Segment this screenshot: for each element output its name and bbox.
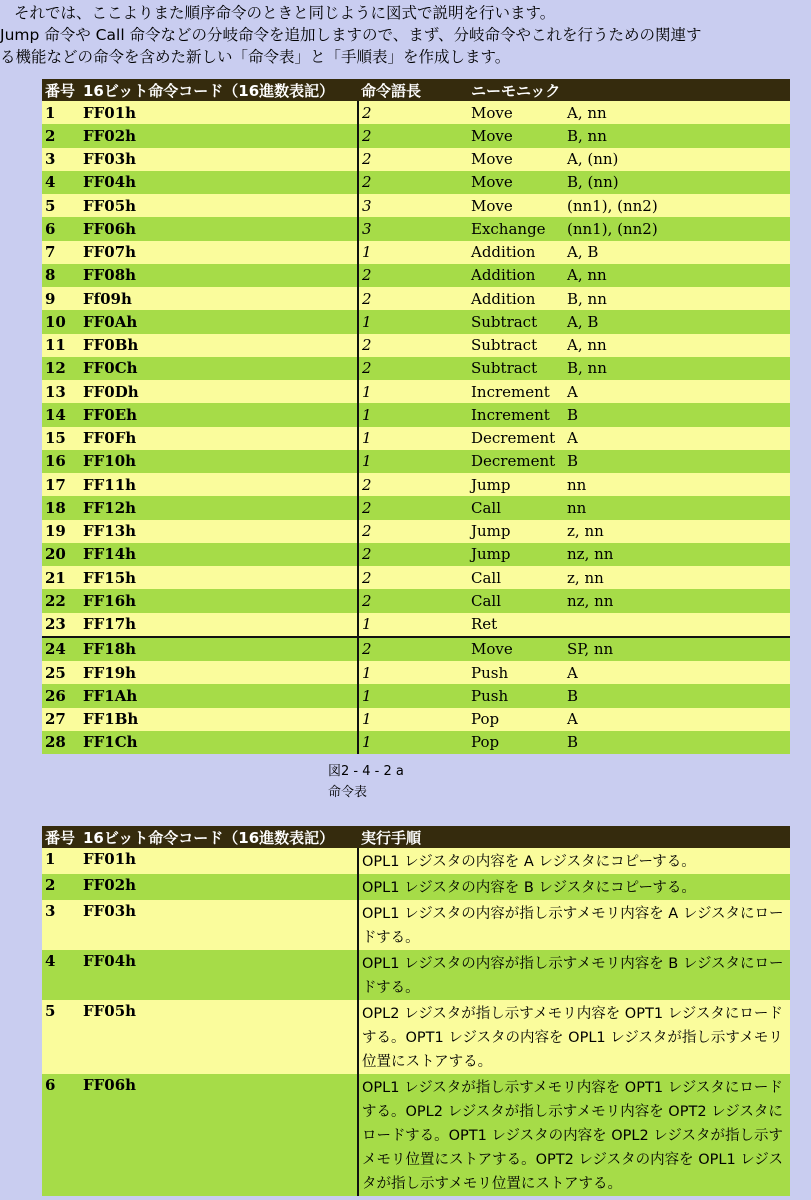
instruction-code: FF0Bh (80, 334, 358, 357)
mnemonic-args: A (567, 429, 578, 448)
instruction-code: FF01h (80, 848, 358, 874)
instruction-length: 2 (358, 148, 468, 171)
table-row (42, 543, 790, 566)
intro-text (0, 2, 811, 68)
instruction-length: 2 (358, 101, 468, 124)
mnemonic (468, 403, 790, 426)
mnemonic (468, 264, 790, 287)
table-row (42, 661, 790, 684)
instruction-length: 2 (358, 589, 468, 612)
row-number: 3 (42, 900, 80, 950)
row-number: 1 (42, 848, 80, 874)
mnemonic-args: z, nn (567, 522, 604, 541)
procedure-text: OPL2 レジスタが指し示すメモリ内容を OPT1 レジスタにロードする。OPT1 レジスタの内容を OPL1 レジスタが指し示すメモリ位置にストアする。 (358, 1000, 790, 1074)
procedure-text: OPL1 レジスタが指し示すメモリ内容を OPT1 レジスタにロードする。OPL2 レジスタが指し示すメモリ内容を OPT2 レジスタにロードする。OPT1 レジスタの内容を OPL2 レジスタが指し示すメモリ位置にストアする。OPT2 レジスタの内容を OPL1 レジスタが指し示すメモリ位置にストアする。 (358, 1074, 790, 1196)
instruction-length: 1 (358, 427, 468, 450)
table-row (42, 589, 790, 612)
instruction-code: FF15h (80, 566, 358, 589)
table-header-row (42, 79, 790, 101)
table-row (42, 310, 790, 333)
mnemonic (468, 194, 790, 217)
row-number: 2 (42, 124, 80, 147)
table-row (42, 1000, 790, 1074)
instruction-code: FF1Ah (80, 684, 358, 707)
mnemonic-op: Increment (471, 382, 550, 401)
instruction-code: FF03h (80, 148, 358, 171)
mnemonic (468, 708, 790, 731)
instruction-length: 2 (358, 357, 468, 380)
header-code: 16ビット命令コード（16進数表記） (80, 79, 358, 101)
mnemonic-op: Addition (471, 243, 536, 262)
instruction-length: 1 (358, 450, 468, 473)
mnemonic-args: A, B (567, 243, 599, 262)
intro-line: る機能などの命令を含めた新しい「命令表」と「手順表」を作成します。 (0, 48, 511, 66)
mnemonic-args: SP, nn (567, 640, 614, 659)
procedure-text: OPL1 レジスタの内容が指し示すメモリ内容を B レジスタにロードする。 (358, 950, 790, 1000)
header-mnemonic: ニーモニック (468, 79, 790, 101)
instruction-length: 1 (358, 613, 468, 637)
row-number: 4 (42, 171, 80, 194)
table-row (42, 637, 790, 661)
instruction-code: FF13h (80, 520, 358, 543)
mnemonic-args: A (567, 382, 578, 401)
mnemonic-op: Move (471, 196, 513, 215)
mnemonic (468, 496, 790, 519)
mnemonic-op: Jump (471, 522, 511, 541)
table-row (42, 1074, 790, 1196)
mnemonic-op: Call (471, 568, 502, 587)
row-number: 5 (42, 1000, 80, 1074)
table-row (42, 496, 790, 519)
header-number: 番号 (42, 79, 80, 101)
instruction-code: FF12h (80, 496, 358, 519)
mnemonic-args: nn (567, 475, 587, 494)
mnemonic (468, 241, 790, 264)
mnemonic (468, 637, 790, 661)
mnemonic-op: Move (471, 150, 513, 169)
row-number: 23 (42, 613, 80, 637)
row-number: 5 (42, 194, 80, 217)
mnemonic-op: Pop (471, 733, 500, 752)
row-number: 10 (42, 310, 80, 333)
header-procedure: 実行手順 (358, 826, 790, 848)
instruction-code: FF0Dh (80, 380, 358, 403)
row-number: 9 (42, 287, 80, 310)
table-row (42, 148, 790, 171)
instruction-length: 2 (358, 496, 468, 519)
row-number: 27 (42, 708, 80, 731)
procedure-text: OPL1 レジスタの内容を B レジスタにコピーする。 (358, 874, 790, 900)
instruction-code: FF17h (80, 613, 358, 637)
table-row (42, 241, 790, 264)
mnemonic-args: A (567, 710, 578, 729)
instruction-code: FF02h (80, 124, 358, 147)
mnemonic-args: A (567, 663, 578, 682)
table-row (42, 101, 790, 124)
row-number: 18 (42, 496, 80, 519)
procedure-text: OPL1 レジスタの内容を A レジスタにコピーする。 (358, 848, 790, 874)
table-row (42, 380, 790, 403)
table-row (42, 171, 790, 194)
instruction-length: 2 (358, 543, 468, 566)
instruction-length: 1 (358, 661, 468, 684)
mnemonic-args: A, nn (567, 266, 607, 285)
mnemonic (468, 473, 790, 496)
table-row (42, 427, 790, 450)
table-row (42, 848, 790, 874)
table-row (42, 450, 790, 473)
figure-caption (328, 761, 428, 803)
instruction-code: FF14h (80, 543, 358, 566)
mnemonic (468, 543, 790, 566)
table-row (42, 124, 790, 147)
instruction-length: 2 (358, 334, 468, 357)
mnemonic (468, 566, 790, 589)
instruction-code: FF0Ah (80, 310, 358, 333)
mnemonic-op: Move (471, 173, 513, 192)
row-number: 28 (42, 731, 80, 754)
instruction-code: FF1Ch (80, 731, 358, 754)
table-row (42, 217, 790, 240)
table-row (42, 708, 790, 731)
mnemonic-op: Subtract (471, 336, 538, 355)
table-row (42, 874, 790, 900)
instruction-table (42, 79, 790, 754)
row-number: 2 (42, 874, 80, 900)
row-number: 26 (42, 684, 80, 707)
mnemonic-args: A, nn (567, 336, 607, 355)
instruction-length: 2 (358, 287, 468, 310)
row-number: 11 (42, 334, 80, 357)
mnemonic-args: nn (567, 498, 587, 517)
procedure-table (42, 826, 790, 1196)
mnemonic-op: Move (471, 103, 513, 122)
instruction-code: FF04h (80, 171, 358, 194)
mnemonic-args: A, nn (567, 103, 607, 122)
row-number: 21 (42, 566, 80, 589)
mnemonic-op: Move (471, 640, 513, 659)
table-row (42, 684, 790, 707)
mnemonic-op: Jump (471, 475, 511, 494)
header-code: 16ビット命令コード（16進数表記） (80, 826, 358, 848)
row-number: 8 (42, 264, 80, 287)
mnemonic-op: Push (471, 686, 509, 705)
instruction-length: 1 (358, 310, 468, 333)
row-number: 6 (42, 1074, 80, 1196)
mnemonic-op: Pop (471, 710, 500, 729)
instruction-length: 3 (358, 194, 468, 217)
instruction-code: FF16h (80, 589, 358, 612)
instruction-code: FF19h (80, 661, 358, 684)
instruction-length: 2 (358, 124, 468, 147)
table-row (42, 403, 790, 426)
instruction-length: 1 (358, 403, 468, 426)
intro-line: Jump 命令や Call 命令などの分岐命令を追加しますので、まず、分岐命令やこれを行うための関連す (0, 26, 702, 44)
instruction-code: FF11h (80, 473, 358, 496)
table-row (42, 194, 790, 217)
row-number: 14 (42, 403, 80, 426)
instruction-code: FF04h (80, 950, 358, 1000)
row-number: 16 (42, 450, 80, 473)
mnemonic (468, 101, 790, 124)
mnemonic-args: B (567, 452, 579, 471)
mnemonic-op: Move (471, 126, 513, 145)
mnemonic-args: A, B (567, 312, 599, 331)
table-row (42, 566, 790, 589)
instruction-code: FF18h (80, 637, 358, 661)
table-row (42, 731, 790, 754)
row-number: 17 (42, 473, 80, 496)
mnemonic (468, 124, 790, 147)
instruction-code: FF06h (80, 1074, 358, 1196)
instruction-length: 3 (358, 217, 468, 240)
mnemonic-args: B, nn (567, 289, 607, 308)
row-number: 19 (42, 520, 80, 543)
mnemonic-op: Subtract (471, 312, 538, 331)
instruction-length: 2 (358, 637, 468, 661)
mnemonic-args: B, (nn) (567, 173, 619, 192)
instruction-code: FF05h (80, 1000, 358, 1074)
mnemonic (468, 450, 790, 473)
instruction-length: 2 (358, 520, 468, 543)
procedure-table-body (42, 848, 790, 1196)
row-number: 15 (42, 427, 80, 450)
mnemonic (468, 731, 790, 754)
mnemonic (468, 380, 790, 403)
table-row (42, 613, 790, 637)
mnemonic-op: Decrement (471, 452, 556, 471)
instruction-code: FF08h (80, 264, 358, 287)
mnemonic (468, 334, 790, 357)
row-number: 4 (42, 950, 80, 1000)
row-number: 20 (42, 543, 80, 566)
instruction-code: FF0Ch (80, 357, 358, 380)
instruction-length: 1 (358, 241, 468, 264)
instruction-code: FF06h (80, 217, 358, 240)
instruction-table-body (42, 101, 790, 754)
mnemonic-args: B (567, 686, 579, 705)
instruction-code: FF01h (80, 101, 358, 124)
instruction-code: FF0Fh (80, 427, 358, 450)
mnemonic (468, 357, 790, 380)
mnemonic (468, 148, 790, 171)
mnemonic-op: Call (471, 591, 502, 610)
table-row (42, 334, 790, 357)
mnemonic (468, 613, 790, 637)
mnemonic-op: Addition (471, 289, 536, 308)
mnemonic (468, 684, 790, 707)
mnemonic-op: Call (471, 498, 502, 517)
mnemonic (468, 287, 790, 310)
table-row (42, 900, 790, 950)
instruction-code: FF05h (80, 194, 358, 217)
table-header-row (42, 826, 790, 848)
instruction-code: FF10h (80, 450, 358, 473)
instruction-code: Ff09h (80, 287, 358, 310)
header-length: 命令語長 (358, 79, 468, 101)
instruction-code: FF02h (80, 874, 358, 900)
mnemonic (468, 310, 790, 333)
figure-title: 命令表 (328, 785, 368, 800)
instruction-length: 2 (358, 566, 468, 589)
instruction-length: 2 (358, 473, 468, 496)
table-row (42, 357, 790, 380)
mnemonic-args: z, nn (567, 568, 604, 587)
mnemonic-args: (nn1), (nn2) (567, 196, 658, 215)
row-number: 1 (42, 101, 80, 124)
instruction-length: 1 (358, 684, 468, 707)
instruction-code: FF07h (80, 241, 358, 264)
mnemonic-op: Exchange (471, 219, 546, 238)
row-number: 22 (42, 589, 80, 612)
instruction-length: 2 (358, 264, 468, 287)
row-number: 12 (42, 357, 80, 380)
instruction-code: FF0Eh (80, 403, 358, 426)
mnemonic-op: Decrement (471, 429, 556, 448)
mnemonic-args: B (567, 733, 579, 752)
mnemonic-args: B (567, 405, 579, 424)
mnemonic-op: Addition (471, 266, 536, 285)
mnemonic (468, 661, 790, 684)
table-row (42, 950, 790, 1000)
instruction-code: FF1Bh (80, 708, 358, 731)
table-row (42, 264, 790, 287)
mnemonic (468, 520, 790, 543)
mnemonic (468, 427, 790, 450)
row-number: 13 (42, 380, 80, 403)
instruction-code: FF03h (80, 900, 358, 950)
procedure-text: OPL1 レジスタの内容が指し示すメモリ内容を A レジスタにロードする。 (358, 900, 790, 950)
mnemonic-args: (nn1), (nn2) (567, 219, 658, 238)
row-number: 6 (42, 217, 80, 240)
mnemonic-args: nz, nn (567, 591, 614, 610)
instruction-length: 2 (358, 171, 468, 194)
mnemonic-args: B, nn (567, 126, 607, 145)
row-number: 24 (42, 637, 80, 661)
header-number: 番号 (42, 826, 80, 848)
mnemonic-args: B, nn (567, 359, 607, 378)
mnemonic-op: Ret (471, 615, 498, 634)
row-number: 3 (42, 148, 80, 171)
mnemonic (468, 589, 790, 612)
figure-number: 図2 - 4 - 2 a (328, 764, 404, 779)
mnemonic-op: Push (471, 663, 509, 682)
table-row (42, 473, 790, 496)
mnemonic (468, 171, 790, 194)
mnemonic-op: Subtract (471, 359, 538, 378)
table-row (42, 287, 790, 310)
mnemonic-args: nz, nn (567, 545, 614, 564)
row-number: 7 (42, 241, 80, 264)
intro-line: それでは、ここよりまた順序命令のときと同じように図式で説明を行います。 (14, 4, 556, 22)
mnemonic-args: A, (nn) (567, 150, 619, 169)
instruction-length: 1 (358, 380, 468, 403)
mnemonic (468, 217, 790, 240)
instruction-length: 1 (358, 731, 468, 754)
instruction-length: 1 (358, 708, 468, 731)
mnemonic-op: Jump (471, 545, 511, 564)
row-number: 25 (42, 661, 80, 684)
table-row (42, 520, 790, 543)
mnemonic-op: Increment (471, 405, 550, 424)
